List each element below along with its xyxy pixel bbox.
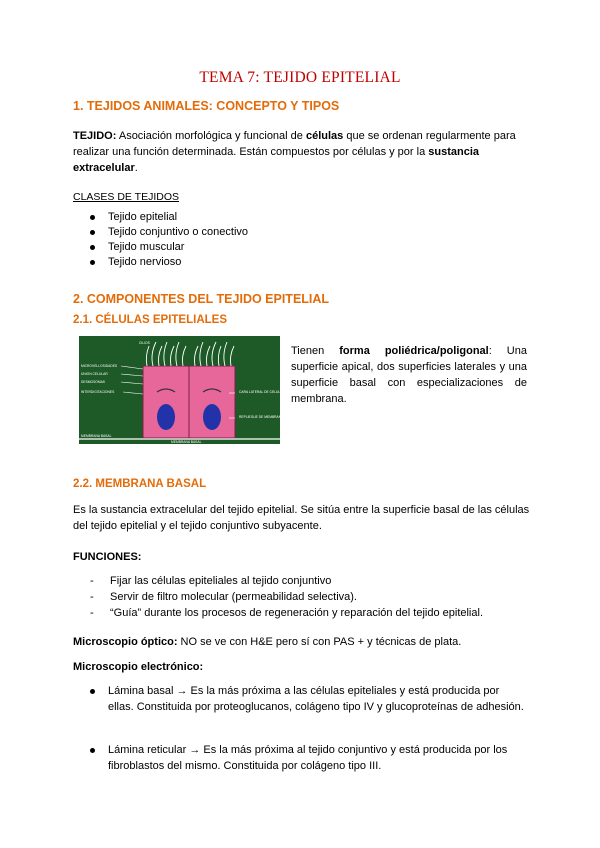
basement-membrane-intro: Es la sustancia extracelular del tejido epitelial. Se sitúa entre la superficie basal de las células del tejido epitelial y el tejido conjuntivo subyacente. [73,504,530,532]
list-item-text: Tejido conjuntivo o conectivo [108,226,249,238]
description-bold: forma poliédrica/poligonal [339,345,489,357]
list-item [88,605,483,621]
figure-label-desmosomes: DESMOSOMAS [81,380,105,384]
term-text: → Es la más próxima a las células epiteliales y está producida por ellas. Constituida por proteoglucanos, colágeno tipo IV y glucoproteínas de adhesión. [108,685,524,713]
definition-end: . [134,162,138,174]
tejido-definition [73,128,533,176]
definition-text-2: que se ordenan regularmente para realizar una función determinada. Están compuestos por células y por la [73,130,516,158]
description-text: Tienen [291,345,340,357]
figure-label-cell-junction: UNION CELULAR [81,372,108,376]
list-item [88,683,528,715]
bullet-icon [90,215,95,220]
list-item [88,240,248,255]
list-item-text: Tejido epitelial [108,211,178,223]
optical-text: NO se ve con H&E pero sí con PAS + y técnicas de plata. [177,636,462,648]
definition-bold-extracellular: sustancia extracelular [73,146,479,174]
section1-heading: 1. TEJIDOS ANIMALES: CONCEPTO Y TIPOS [73,99,340,113]
section2-heading: 2. COMPONENTES DEL TEJIDO EPITELIAL [73,292,330,306]
definition-text: Asociación morfológica y funcional de [116,130,306,142]
section2-1-heading: 2.1. CÉLULAS EPITELIALES [73,314,227,326]
definition-label: TEJIDO: [73,130,117,142]
optical-label: Microscopio óptico: [73,636,178,648]
term-text: → Es la más próxima al tejido conjuntivo y está producida por los fibroblastos del mismo. Constituida por colágeno tipo III. [108,744,508,772]
document-title: TEMA 7: TEJIDO EPITELIAL [199,69,401,86]
definition-bold-cells: células [305,130,344,142]
description-text-2: : Una superficie apical, dos superficies laterales y una superficie basal con especializaciones de membrana. [291,345,527,405]
dash-icon: - [90,607,94,619]
figure-label-cilia: CILIOS [139,341,150,345]
list-item [88,589,483,605]
bullet-icon [90,748,95,753]
figure-label-microvilli: MICROVELLOSIDADES [81,364,118,368]
section2-2-heading: 2.2. MEMBRANA BASAL [73,478,207,490]
dash-icon: - [90,575,94,587]
bullet-icon [90,245,95,250]
list-item-text: Fijar las células epiteliales al tejido conjuntivo [110,575,332,587]
list-item [88,742,528,774]
term-reticular-lamina: Lámina reticular [108,744,187,756]
figure-label-basement-membrane-bottom: MEMBRANA BASAL [171,440,202,444]
list-item-text: Servir de filtro molecular (permeabilidad selectiva). [110,591,357,603]
electron-microscope-heading: Microscopio electrónico: [73,661,204,673]
figure-label-basement-membrane-left: MEMBRANA BASAL [81,434,112,438]
figure-label-basal-fold: REPLIEGUE DE MEMBRANA BASAL [239,415,295,419]
figure-label-lateral-face: CARA LATERAL DE CELULA [239,390,283,394]
classes-heading: CLASES DE TEJIDOS [73,191,180,203]
epithelial-cells-description [291,343,527,407]
list-item-text: “Guía” durante los procesos de regeneración y reparación del tejido epitelial. [110,607,483,619]
term-basal-lamina: Lámina basal [108,685,174,697]
epithelial-cells-figure [79,336,295,444]
functions-list [88,573,483,621]
list-item [88,210,248,225]
dash-icon: - [90,591,94,603]
list-item [88,225,248,240]
nucleus-left [157,404,175,430]
bullet-icon [90,230,95,235]
classes-list [88,210,248,270]
optical-microscope-line [73,634,533,650]
functions-heading: FUNCIONES: [73,551,142,563]
list-item-text: Tejido muscular [108,241,185,253]
list-item-text: Tejido nervioso [108,256,182,268]
figure-label-interdigitations: INTERDIGITACIONES [81,390,115,394]
nucleus-right [203,404,221,430]
bullet-icon [90,689,95,694]
list-item [88,573,483,589]
bullet-icon [90,260,95,265]
list-item [88,255,248,270]
